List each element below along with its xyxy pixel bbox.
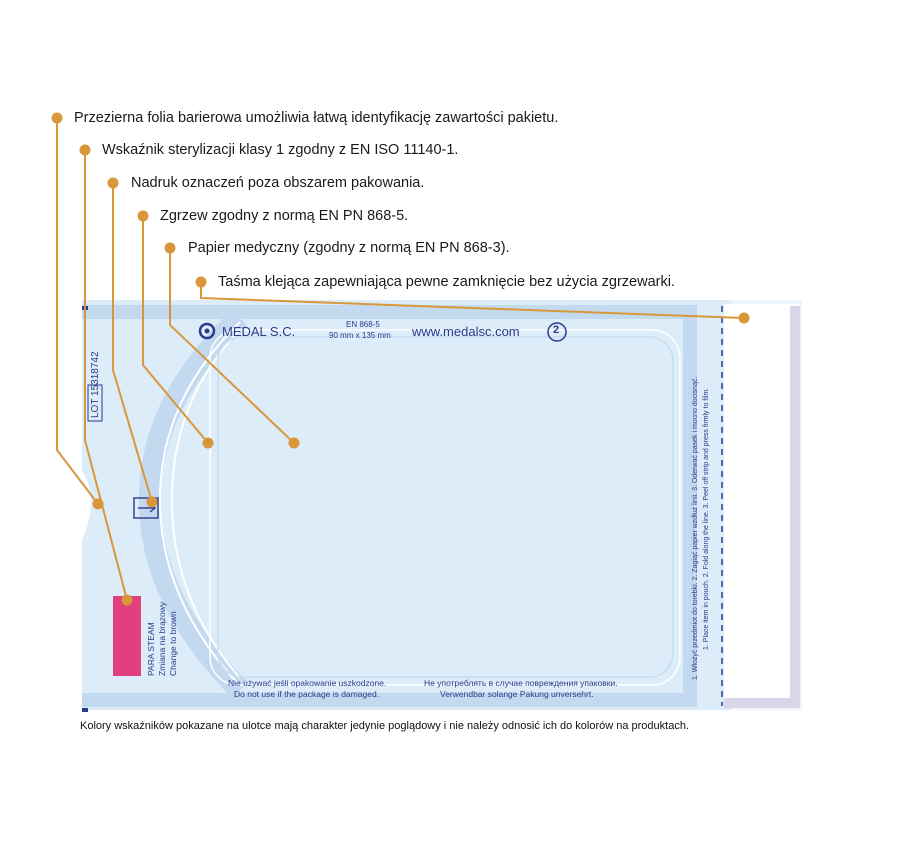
warning-ru: Не употреблять в случае повреждения упаковки. xyxy=(424,678,618,688)
instructions-pl: 1. Włożyć przedmiot do torebki. 2. Zagiąć papier wzdłuż linii. 3. Oderwać pasek i mocno docisnąć. xyxy=(692,376,699,680)
callout-indicator: Wskaźnik sterylizacji klasy 1 zgodny z EN ISO 11140-1. xyxy=(102,142,459,158)
sterilization-indicator xyxy=(113,596,141,676)
pouch-film-area xyxy=(82,300,732,710)
instructions-en: 1. Place item in pouch. 2. Fold along the line. 3. Peel off strip and press firmly to film. xyxy=(703,387,710,650)
adhesive-tape-area xyxy=(724,304,800,708)
callout-print: Nadruk oznaczeń poza obszarem pakowania. xyxy=(131,175,425,191)
size-label: 90 mm x 135 mm xyxy=(329,331,391,340)
warning-de: Verwendbar solange Pakung unversehrt. xyxy=(440,689,594,699)
website-label: www.medalsc.com xyxy=(412,324,520,339)
corner-mark-bottom xyxy=(82,708,88,712)
callout-paper: Papier medyczny (zgodny z normą EN PN 868-3). xyxy=(188,240,510,256)
adhesive-strip-edge xyxy=(790,306,800,708)
single-use-mark: 2 xyxy=(553,324,560,336)
warning-pl: Nie używać jeśli opakowanie uszkodzone. xyxy=(228,678,387,688)
brand-name: MEDAL S.C. xyxy=(222,324,296,339)
callout-barrier-film: Przezierna folia barierowa umożliwia łatwą identyfikację zawartości pakietu. xyxy=(74,110,559,126)
adhesive-strip-bottom xyxy=(724,698,800,708)
standard-label: EN 868-5 xyxy=(346,320,380,329)
lot-number: LOT 15318742 xyxy=(90,351,101,418)
warning-en: Do not use if the package is damaged. xyxy=(234,689,380,699)
indicator-text-3: Change to brown xyxy=(168,611,178,676)
indicator-text-2: Zmiana na brązowy xyxy=(157,601,167,676)
callout-seal: Zgrzew zgodny z normą EN PN 868-5. xyxy=(160,208,409,224)
indicator-text-1: PARA STEAM xyxy=(146,622,156,676)
callout-tape: Taśma klejąca zapewniająca pewne zamknięcie bez użycia zgrzewarki. xyxy=(218,274,675,290)
footer-note: Kolory wskaźników pokazane na ulotce mają charakter jedynie poglądowy i nie należy odnosić ich do kolorów na produktach. xyxy=(80,720,690,732)
